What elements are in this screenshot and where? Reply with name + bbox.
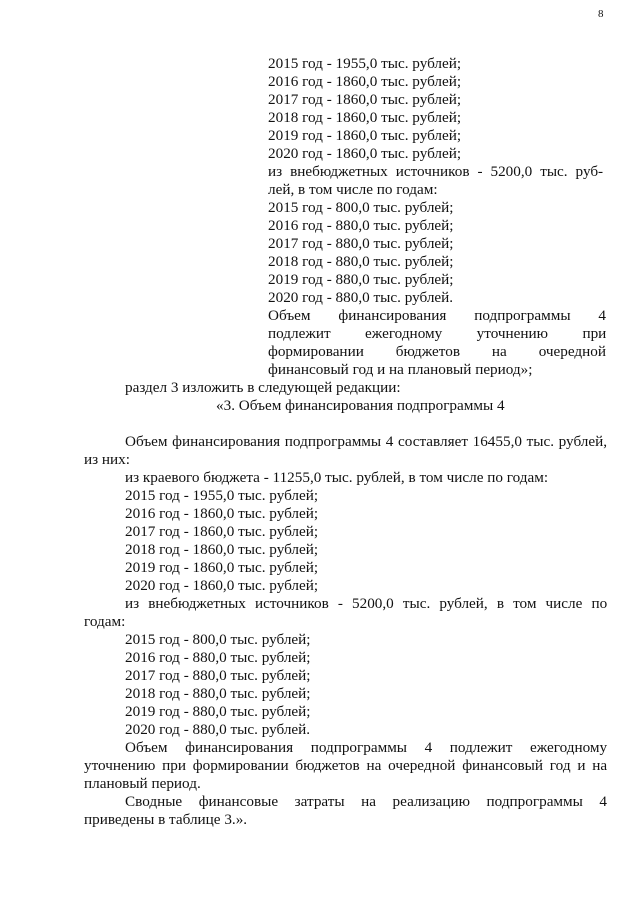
upper-year-line: 2016 год - 1860,0 тыс. рублей; [268, 73, 462, 90]
regional-budget-line: из краевого бюджета - 11255,0 тыс. рублей, в том числе по годам: [125, 469, 549, 486]
note-line: плановый период. [84, 775, 201, 792]
year-line: 2018 год - 880,0 тыс. рублей; [125, 685, 311, 702]
upper-extrabudget-line: из внебюджетных источников - 5200,0 тыс. руб- [268, 163, 604, 180]
upper-note-line: формировании бюджетов на очередной [268, 343, 606, 360]
year-line: 2017 год - 1860,0 тыс. рублей; [125, 523, 319, 540]
year-line: 2017 год - 880,0 тыс. рублей; [125, 667, 311, 684]
note-line: уточнению при формировании бюджетов на очередной финансовый год и на [84, 757, 608, 774]
upper-note-line: подлежит ежегодному уточнению при [268, 325, 607, 342]
section-heading: «3. Объем финансирования подпрограммы 4 [216, 397, 505, 414]
upper-year-line: 2020 год - 1860,0 тыс. рублей; [268, 145, 462, 162]
summary-line: приведены в таблице 3.». [84, 811, 248, 828]
year-line: 2018 год - 1860,0 тыс. рублей; [125, 541, 319, 558]
upper-year-line: 2016 год - 880,0 тыс. рублей; [268, 217, 454, 234]
upper-year-line: 2015 год - 1955,0 тыс. рублей; [268, 55, 462, 72]
year-line: 2020 год - 880,0 тыс. рублей. [125, 721, 311, 738]
page-number: 8 [598, 8, 604, 20]
year-line: 2015 год - 800,0 тыс. рублей; [125, 631, 311, 648]
upper-year-line: 2017 год - 880,0 тыс. рублей; [268, 235, 454, 252]
summary-line: Сводные финансовые затраты на реализацию подпрограммы 4 [125, 793, 607, 810]
year-line: 2020 год - 1860,0 тыс. рублей; [125, 577, 319, 594]
upper-year-line: 2017 год - 1860,0 тыс. рублей; [268, 91, 462, 108]
upper-note-line: Объем финансирования подпрограммы 4 [268, 307, 606, 324]
year-line: 2019 год - 1860,0 тыс. рублей; [125, 559, 319, 576]
note-line: Объем финансирования подпрограммы 4 подлежит ежегодному [125, 739, 608, 756]
extrabudget-line: годам: [84, 613, 126, 630]
upper-year-line: 2018 год - 880,0 тыс. рублей; [268, 253, 454, 270]
year-line: 2016 год - 1860,0 тыс. рублей; [125, 505, 319, 522]
upper-year-line: 2015 год - 800,0 тыс. рублей; [268, 199, 454, 216]
intro-line: из них: [84, 451, 130, 468]
year-line: 2019 год - 880,0 тыс. рублей; [125, 703, 311, 720]
upper-note-line: финансовый год и на плановый период»; [268, 361, 533, 378]
year-line: 2015 год - 1955,0 тыс. рублей; [125, 487, 319, 504]
intro-line: Объем финансирования подпрограммы 4 составляет 16455,0 тыс. рублей, [125, 433, 608, 450]
upper-year-line: 2018 год - 1860,0 тыс. рублей; [268, 109, 462, 126]
upper-extrabudget-line: лей, в том числе по годам: [268, 181, 438, 198]
upper-year-line: 2019 год - 1860,0 тыс. рублей; [268, 127, 462, 144]
upper-year-line: 2019 год - 880,0 тыс. рублей; [268, 271, 454, 288]
extrabudget-line: из внебюджетных источников - 5200,0 тыс. рублей, в том числе по [125, 595, 608, 612]
section-instruction: раздел 3 изложить в следующей редакции: [125, 379, 401, 396]
year-line: 2016 год - 880,0 тыс. рублей; [125, 649, 311, 666]
upper-year-line: 2020 год - 880,0 тыс. рублей. [268, 289, 454, 306]
